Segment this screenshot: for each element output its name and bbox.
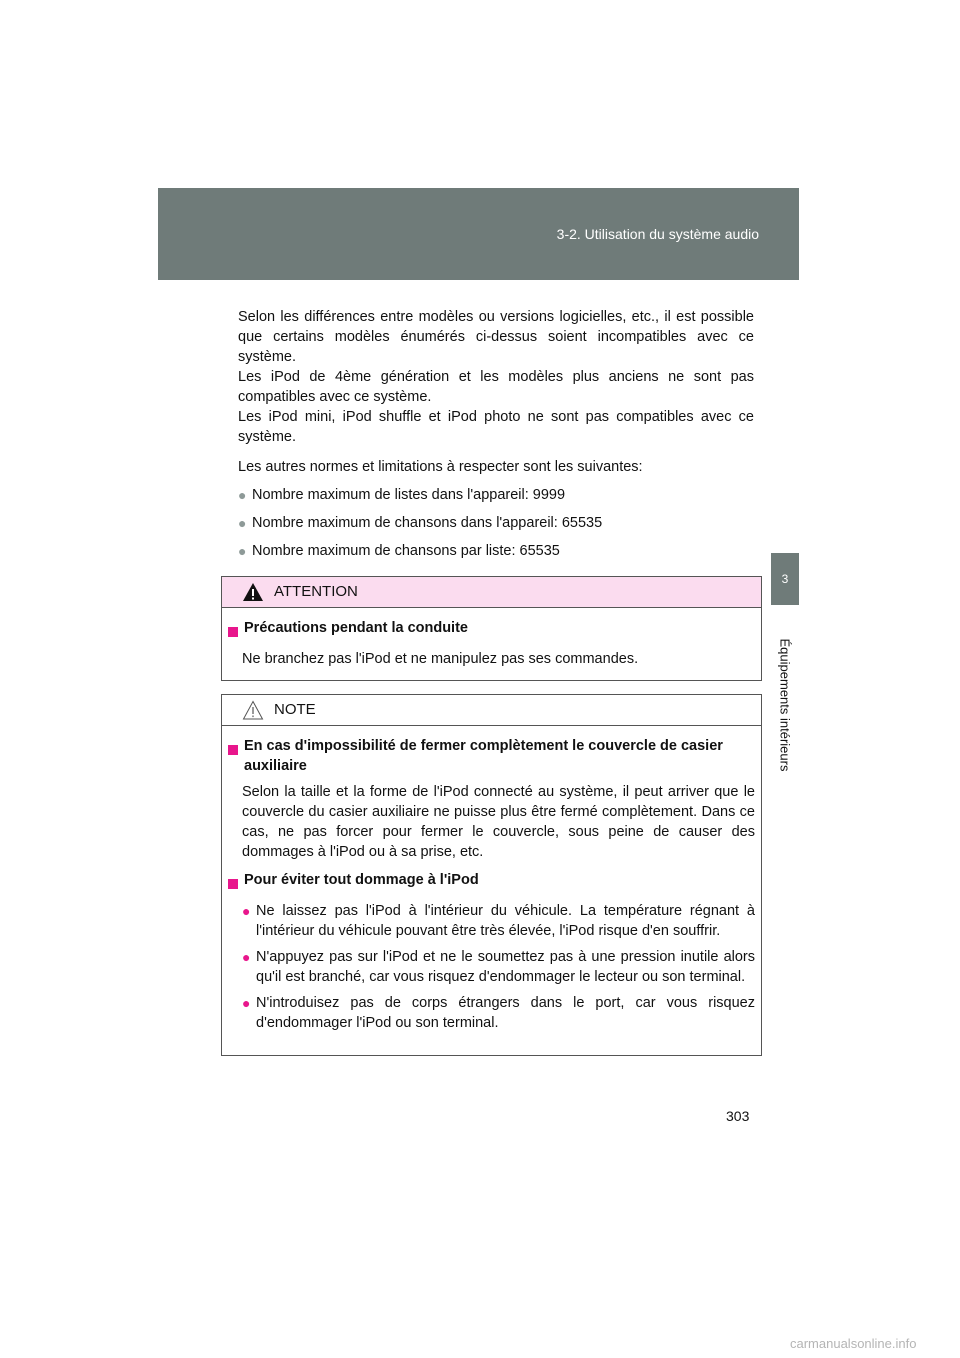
page-number: 303 xyxy=(726,1108,750,1124)
section-title: 3-2. Utilisation du système audio xyxy=(556,226,759,242)
paragraph: Les iPod de 4ème génération et les modèles plus anciens ne sont pas compatibles avec ce système. xyxy=(238,369,754,405)
list-item: ● Nombre maximum de listes dans l'appareil: 9999 xyxy=(238,487,566,503)
chapter-tab xyxy=(771,605,799,805)
attention-header xyxy=(222,577,761,608)
main-content xyxy=(238,307,754,561)
bullet-icon: ● xyxy=(238,543,247,559)
note-body xyxy=(222,726,761,1047)
bullet-icon: ● xyxy=(242,949,251,965)
note-heading: En cas d'impossibilité de fermer complètement le couvercle de casier auxiliaire xyxy=(228,736,755,776)
square-bullet-icon xyxy=(228,879,238,889)
attention-box xyxy=(221,576,762,681)
attention-heading: Précautions pendant la conduite xyxy=(228,618,755,643)
note-header xyxy=(222,695,761,726)
paragraph: Selon les différences entre modèles ou versions logicielles, etc., il est possible que certains modèles énumérés ci-dessus soient incompatibles avec ce système. xyxy=(238,309,754,365)
section-header xyxy=(158,188,799,280)
list-item: ● Nombre maximum de chansons par liste: 65535 xyxy=(238,543,560,559)
warning-outline-icon xyxy=(242,700,264,720)
paragraph: Les iPod mini, iPod shuffle et iPod photo ne sont pas compatibles avec ce système. xyxy=(238,409,754,445)
bullet-icon: ● xyxy=(242,903,251,919)
chapter-tab-number[interactable]: 3 xyxy=(771,553,799,605)
square-bullet-icon xyxy=(228,745,238,755)
paragraph: Les autres normes et limitations à respecter sont les suivantes: xyxy=(238,459,643,475)
square-bullet-icon xyxy=(228,627,238,637)
watermark[interactable]: carmanualsonline.info xyxy=(790,1336,917,1351)
attention-text: Ne branchez pas l'iPod et ne manipulez pas ses commandes. xyxy=(242,651,639,667)
list-item: ● N'introduisez pas de corps étrangers dans le port, car vous risquez d'endommager l'iPod ou son terminal. xyxy=(242,995,755,1031)
note-heading: Pour éviter tout dommage à l'iPod xyxy=(228,870,755,895)
warning-filled-icon xyxy=(242,582,264,602)
note-title: NOTE xyxy=(274,701,316,718)
list-item: ● N'appuyez pas sur l'iPod et ne le soumettez pas à une pression inutile alors qu'il est branché, car vous risquez d'endommager le lecteur ou son terminal. xyxy=(242,949,755,985)
note-text: Selon la taille et la forme de l'iPod connecté au système, il peut arriver que le couvercle du casier auxiliaire ne puisse plus être fermé complètement. Dans ce cas, ne pas forcer pour fermer le couvercle, sous peine de causer des dommages à l'iPod ou à sa prise, etc. xyxy=(242,784,755,860)
list-item: ● Nombre maximum de chansons dans l'appareil: 65535 xyxy=(238,515,603,531)
attention-body xyxy=(222,608,761,683)
attention-title: ATTENTION xyxy=(274,583,358,600)
chapter-tab-label: Équipements intérieurs xyxy=(777,638,793,772)
list-item: ● Ne laissez pas l'iPod à l'intérieur du véhicule. La température régnant à l'intérieur du véhicule pouvant être très élevée, l'iPod risque d'en souffrir. xyxy=(242,903,755,939)
note-box xyxy=(221,694,762,1056)
bullet-icon: ● xyxy=(238,487,247,503)
bullet-icon: ● xyxy=(242,995,251,1011)
bullet-icon: ● xyxy=(238,515,247,531)
